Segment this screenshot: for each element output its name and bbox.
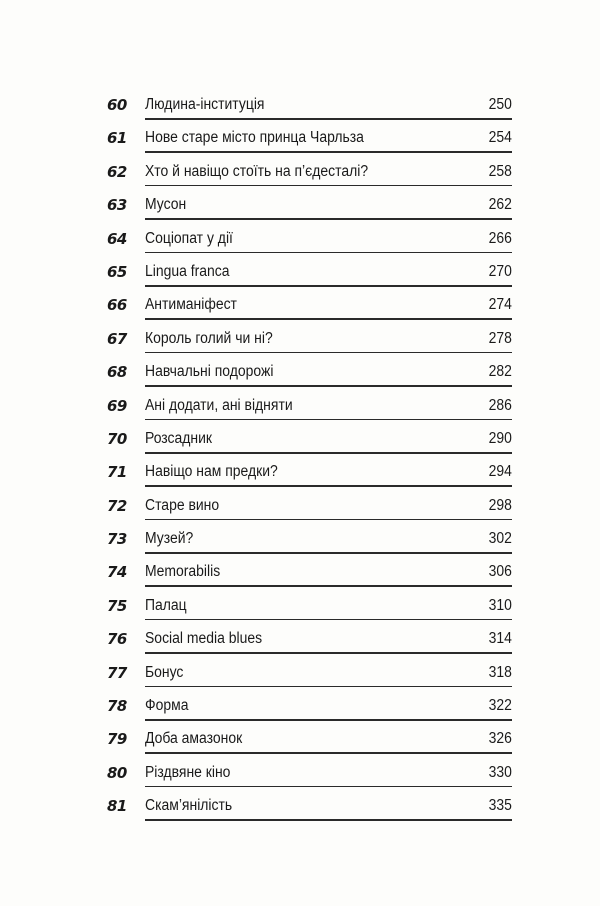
page-number: 302 <box>488 530 512 548</box>
underline-divider <box>145 652 512 654</box>
chapter-title: Старе вино <box>145 496 220 514</box>
underline-divider <box>145 118 512 120</box>
chapter-number: 81 <box>107 797 127 816</box>
underline-divider <box>145 352 512 354</box>
underline-divider <box>145 218 512 220</box>
underline-divider <box>145 819 512 821</box>
toc-entry <box>0 226 600 259</box>
chapter-number: 71 <box>107 463 127 482</box>
chapter-number: 68 <box>107 363 127 382</box>
page-number: 266 <box>488 229 512 247</box>
chapter-title: Форма <box>145 697 189 715</box>
chapter-number: 74 <box>107 563 127 582</box>
underline-divider <box>145 786 512 788</box>
toc-entry <box>0 393 600 426</box>
chapter-title: Навчальні подорожі <box>145 363 274 381</box>
toc-entry <box>0 559 600 592</box>
chapter-number: 80 <box>107 763 127 782</box>
page-number: 322 <box>488 697 512 715</box>
page-number: 286 <box>488 396 512 414</box>
underline-divider <box>145 519 512 521</box>
underline-divider <box>145 419 512 421</box>
page-number: 306 <box>488 563 512 581</box>
chapter-number: 77 <box>107 663 127 682</box>
chapter-title: Людина-інституція <box>145 96 265 113</box>
toc-entry <box>0 259 600 292</box>
page-number: 282 <box>488 363 512 381</box>
underline-divider <box>145 285 512 287</box>
chapter-title: Музей? <box>145 530 194 548</box>
chapter-title: Хто й навіщо стоїть на п’єдесталі? <box>145 162 369 180</box>
toc-entry <box>0 359 600 392</box>
chapter-number: 69 <box>107 396 127 415</box>
underline-divider <box>145 585 512 587</box>
toc-entry <box>0 593 600 626</box>
chapter-number: 79 <box>107 730 127 749</box>
underline-divider <box>145 619 512 621</box>
chapter-number: 70 <box>107 429 127 448</box>
page-number: 270 <box>488 262 512 280</box>
toc-entry <box>0 493 600 526</box>
underline-divider <box>145 752 512 754</box>
toc-entry <box>0 793 600 826</box>
chapter-number: 76 <box>107 630 127 649</box>
underline-divider <box>145 452 512 454</box>
toc-entry <box>0 459 600 492</box>
chapter-number: 62 <box>107 162 127 181</box>
underline-divider <box>145 318 512 320</box>
underline-divider <box>145 252 512 254</box>
toc-entry <box>0 92 600 125</box>
page-number: 326 <box>488 730 512 748</box>
chapter-number: 64 <box>107 229 127 248</box>
toc-entry <box>0 125 600 158</box>
chapter-number: 72 <box>107 496 127 515</box>
page-number: 262 <box>488 196 512 214</box>
page-number: 335 <box>488 797 512 815</box>
chapter-title: Social media blues <box>145 630 263 648</box>
chapter-number: 60 <box>107 96 127 114</box>
chapter-title: Доба амазонок <box>145 730 243 748</box>
chapter-title: Memorabilis <box>145 563 221 581</box>
page-number: 318 <box>488 663 512 681</box>
toc-entry <box>0 526 600 559</box>
toc-entry <box>0 760 600 793</box>
chapter-title: Скам’янілість <box>145 797 233 815</box>
chapter-title: Ані додати, ані відняти <box>145 396 293 414</box>
chapter-number: 63 <box>107 196 127 215</box>
chapter-number: 65 <box>107 262 127 281</box>
underline-divider <box>145 385 512 387</box>
page-number: 250 <box>488 96 512 113</box>
page-number: 330 <box>488 763 512 781</box>
toc-entry <box>0 326 600 359</box>
chapter-title: Бонус <box>145 663 184 681</box>
underline-divider <box>145 185 512 187</box>
chapter-number: 61 <box>107 129 127 148</box>
chapter-title: Палац <box>145 596 187 614</box>
chapter-title: Мусон <box>145 196 187 214</box>
chapter-number: 73 <box>107 530 127 549</box>
underline-divider <box>145 151 512 153</box>
page-number: 310 <box>488 596 512 614</box>
chapter-title: Навіщо нам предки? <box>145 463 278 481</box>
chapter-title: Соціопат у дії <box>145 229 233 247</box>
chapter-title: Нове старе місто принца Чарльза <box>145 129 364 147</box>
chapter-title: Lingua franca <box>145 262 230 280</box>
chapter-number: 66 <box>107 296 127 315</box>
chapter-title: Антиманіфест <box>145 296 237 314</box>
toc-entry <box>0 660 600 693</box>
chapter-number: 67 <box>107 329 127 348</box>
page-number: 314 <box>488 630 512 648</box>
page-number: 274 <box>488 296 512 314</box>
toc-entry <box>0 693 600 726</box>
chapter-title: Різдвяне кіно <box>145 763 231 781</box>
table-of-contents <box>0 92 600 827</box>
toc-entry <box>0 726 600 759</box>
toc-entry <box>0 159 600 192</box>
toc-entry <box>0 426 600 459</box>
toc-entry <box>0 292 600 325</box>
underline-divider <box>145 552 512 554</box>
chapter-number: 78 <box>107 697 127 716</box>
page-number: 278 <box>488 329 512 347</box>
page-number: 298 <box>488 496 512 514</box>
page-number: 258 <box>488 162 512 180</box>
chapter-title: Розсадник <box>145 429 213 447</box>
chapter-title: Король голий чи ні? <box>145 329 273 347</box>
page-number: 254 <box>488 129 512 147</box>
page-number: 290 <box>488 429 512 447</box>
chapter-number: 75 <box>107 596 127 615</box>
underline-divider <box>145 686 512 688</box>
toc-entry <box>0 626 600 659</box>
underline-divider <box>145 485 512 487</box>
underline-divider <box>145 719 512 721</box>
page-number: 294 <box>488 463 512 481</box>
toc-entry <box>0 192 600 225</box>
